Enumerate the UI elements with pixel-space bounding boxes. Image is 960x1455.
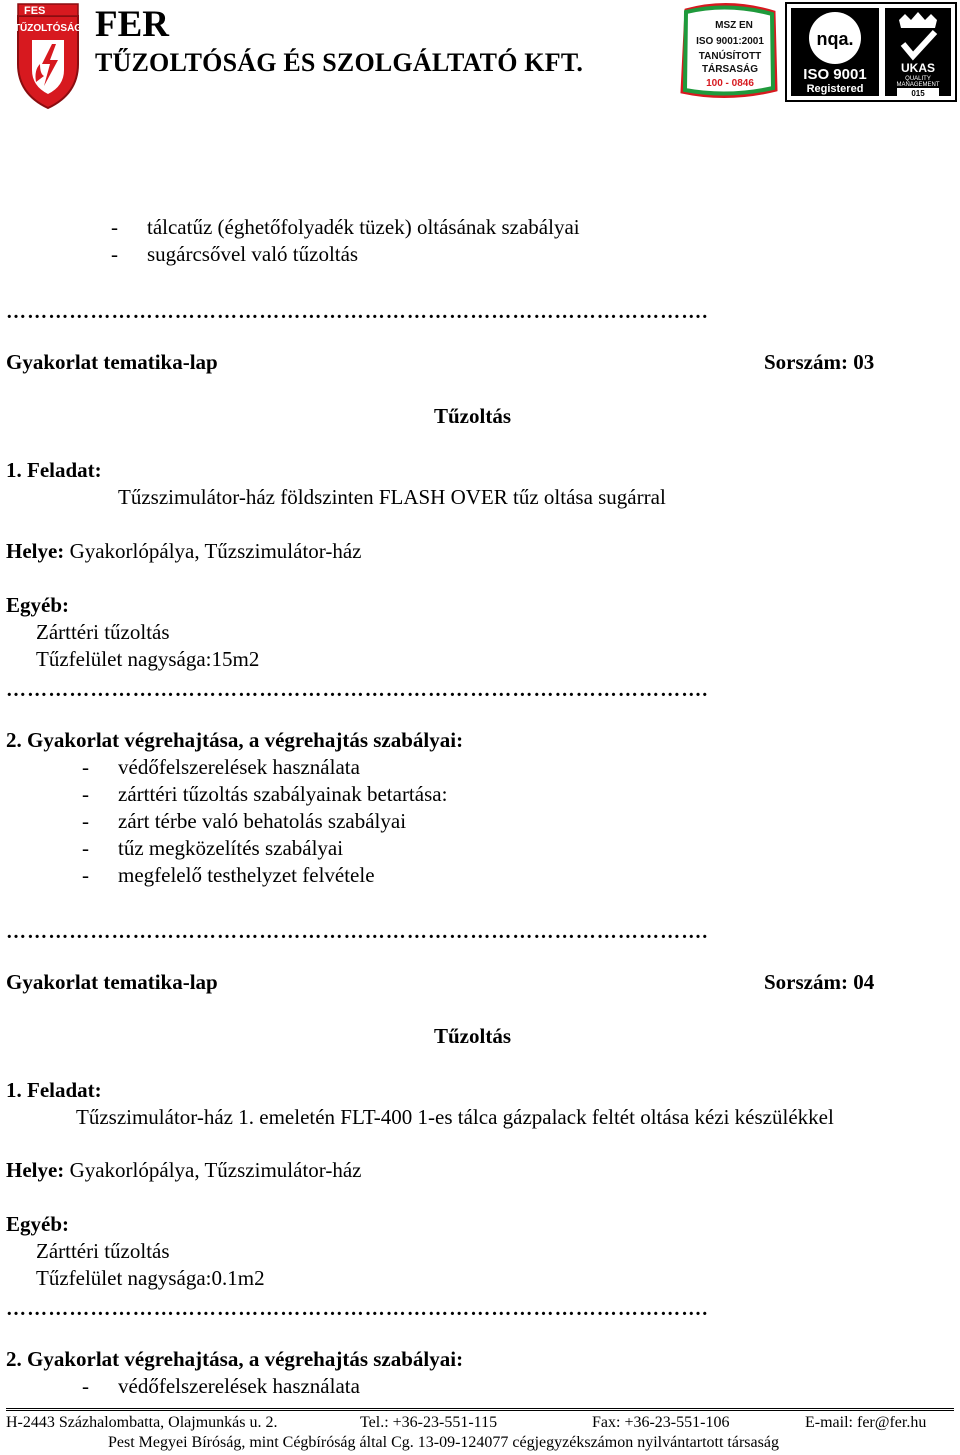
list-dash: -	[82, 1374, 89, 1398]
section-title: Gyakorlat tematika-lap	[6, 970, 218, 994]
section-title: Gyakorlat tematika-lap	[6, 350, 218, 374]
svg-text:100 - 0846: 100 - 0846	[706, 78, 754, 89]
brand-subtitle: TŰZOLTÓSÁG ÉS SZOLGÁLTATÓ KFT.	[95, 48, 584, 77]
list-dash: -	[111, 215, 118, 239]
place-label: Helye:	[6, 539, 65, 563]
list-item: tűz megközelítés szabályai	[118, 836, 344, 860]
task-heading: 1. Feladat:	[6, 458, 102, 482]
svg-text:QUALITY: QUALITY	[905, 76, 931, 82]
other-line: Tűzfelület nagysága:15m2	[36, 647, 260, 671]
footer-registry: Pest Megyei Bíróság, mint Cégbíróság által Cg. 13-09-124077 cégjegyzékszámon nyilvántartott társaság	[108, 1434, 779, 1451]
other-line: Tűzfelület nagysága:0.1m2	[36, 1266, 265, 1290]
logo-text: TŰZOLTÓSÁG	[14, 23, 82, 34]
list-item: tálcatűz (éghetőfolyadék tüzek) oltásának szabályai	[147, 215, 580, 239]
dotted-separator: ……………………………………………………………………………………….	[6, 680, 709, 700]
svg-text:TÁRSASÁG: TÁRSASÁG	[701, 64, 759, 75]
svg-text:ISO 9001: ISO 9001	[803, 66, 867, 83]
dotted-separator: ……………………………………………………………………………………….	[6, 922, 709, 942]
dotted-separator: ……………………………………………………………………………………….	[6, 302, 709, 322]
list-item: védőfelszerelések használata	[118, 1374, 360, 1398]
exec-heading: 2. Gyakorlat végrehajtása, a végrehajtás szabályai:	[6, 1347, 464, 1371]
fire-brigade-logo	[14, 2, 82, 110]
other-line: Zárttéri tűzoltás	[36, 620, 170, 644]
place-value: Gyakorlópálya, Tűzszimulátor-ház	[64, 1158, 362, 1182]
brand-name: FER	[95, 4, 169, 45]
section-subject: Tűzoltás	[434, 404, 512, 428]
svg-text:ISO 9001:2001: ISO 9001:2001	[696, 36, 764, 47]
svg-text:TANÚSÍTOTT: TANÚSÍTOTT	[698, 51, 762, 62]
footer-address: H-2443 Százhalombatta, Olajmunkás u. 2.	[6, 1414, 278, 1431]
svg-text:UKAS: UKAS	[900, 61, 936, 75]
dotted-separator: ……………………………………………………………………………………….	[6, 1299, 709, 1319]
svg-text:FES: FES	[24, 5, 46, 17]
section-serial: Sorszám: 04	[764, 970, 875, 994]
msz-iso-certification-badge	[678, 2, 780, 102]
svg-text:Registered: Registered	[806, 83, 864, 95]
list-dash: -	[82, 755, 89, 779]
list-dash: -	[82, 863, 89, 887]
place-line	[6, 539, 361, 563]
task-text: Tűzszimulátor-ház földszinten FLASH OVER tűz oltása sugárral	[118, 485, 666, 509]
place-label: Helye:	[6, 1158, 65, 1182]
section-serial: Sorszám: 03	[764, 350, 875, 374]
footer-tel: Tel.: +36-23-551-115	[360, 1414, 498, 1431]
list-item: zárt térbe való behatolás szabályai	[118, 809, 407, 833]
place-line	[6, 1158, 361, 1182]
task-text: Tűzszimulátor-ház 1. emeletén FLT-400 1-es tálca gázpalack feltét oltása kézi készülékkel	[76, 1105, 834, 1129]
footer-email: E-mail: fer@fer.hu	[805, 1414, 927, 1431]
exec-heading: 2. Gyakorlat végrehajtása, a végrehajtás szabályai:	[6, 728, 464, 752]
list-item: megfelelő testhelyzet felvétele	[118, 863, 375, 887]
section-subject: Tűzoltás	[434, 1024, 512, 1048]
other-label: Egyéb:	[6, 1212, 69, 1236]
nqa-ukas-certification-badge	[785, 2, 957, 102]
place-value: Gyakorlópálya, Tűzszimulátor-ház	[64, 539, 362, 563]
list-dash: -	[82, 782, 89, 806]
list-item: zárttéri tűzoltás szabályainak betartása:	[118, 782, 448, 806]
svg-text:015: 015	[911, 89, 925, 98]
other-line: Zárttéri tűzoltás	[36, 1239, 170, 1263]
list-item: védőfelszerelések használata	[118, 755, 360, 779]
footer-rule	[6, 1408, 954, 1411]
svg-text:MANAGEMENT: MANAGEMENT	[896, 82, 940, 88]
list-dash: -	[82, 836, 89, 860]
list-dash: -	[82, 809, 89, 833]
list-item: sugárcsővel való tűzoltás	[147, 242, 359, 266]
task-heading: 1. Feladat:	[6, 1078, 102, 1102]
list-dash: -	[111, 242, 118, 266]
svg-text:MSZ EN: MSZ EN	[715, 20, 753, 31]
other-label: Egyéb:	[6, 593, 69, 617]
footer-fax: Fax: +36-23-551-106	[592, 1414, 730, 1431]
svg-text:nqa.: nqa.	[816, 29, 854, 49]
